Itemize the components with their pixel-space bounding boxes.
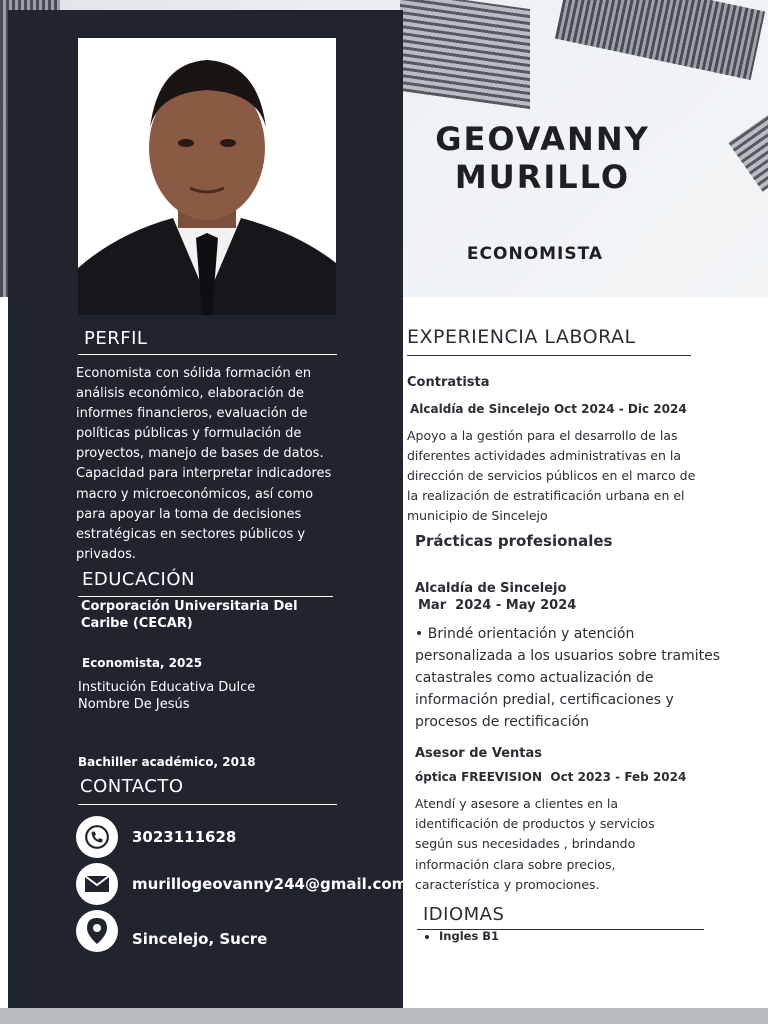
divider: [407, 355, 691, 356]
last-name: MURILLO: [454, 158, 631, 196]
experience-title: EXPERIENCIA LABORAL: [407, 326, 636, 348]
job2-description: • Brindé orientación y atención personalizada a los usuarios sobre tramites catastrales como actualización de información predial, certificaciones y procesos de rectificación: [415, 626, 720, 730]
bottom-bar: [0, 1008, 768, 1024]
mail-icon: [76, 863, 118, 905]
education-title: EDUCACIÓN: [82, 569, 195, 590]
phone-icon: [76, 816, 118, 858]
divider: [78, 354, 337, 355]
languages-list: [407, 929, 499, 943]
job-title: ECONOMISTA: [466, 244, 604, 264]
first-name: GEOVANNY: [435, 120, 650, 158]
education-degree-1: Economista, 2025: [82, 656, 203, 670]
job3-org-dates: óptica FREEVISION Oct 2023 - Feb 2024: [415, 770, 687, 784]
job3-description: Atendí y asesore a clientes en la identificación de productos y servicios según sus necesidades , brindando información clara sobre precios, característica y promociones.: [415, 796, 655, 892]
building-graphic: [555, 0, 765, 80]
name-heading: [405, 120, 680, 196]
email-address[interactable]: murillogeovanny244@gmail.com: [132, 875, 408, 893]
divider: [78, 596, 333, 597]
contact-title: CONTACTO: [80, 776, 184, 797]
phone-number[interactable]: 3023111628: [132, 828, 237, 846]
profile-title: PERFIL: [84, 328, 148, 349]
profile-photo: [78, 38, 336, 315]
education-institution-2: Institución Educativa Dulce Nombre De Jesús: [78, 680, 256, 712]
profile-text: Economista con sólida formación en análisis económico, elaboración de informes financieros, evaluación de políticas públicas y formulación de proyectos, manejo de bases de datos. Capacidad para interpretar indicadores macro y microeconómicos, así como para apoyar la toma de decisiones estratégicas en sectores públicos y privados.: [76, 366, 332, 562]
divider: [78, 804, 337, 805]
practices-title: Prácticas profesionales: [415, 532, 613, 550]
building-graphic: [728, 108, 768, 192]
job1-org-dates: Alcaldía de Sincelejo Oct 2024 - Dic 2024: [410, 402, 687, 416]
building-graphic: [400, 0, 530, 109]
location-pin-icon: [76, 910, 118, 952]
job1-description: Apoyo a la gestión para el desarrollo de las diferentes actividades administrativas en la dirección de servicios públicos en el marco de la realización de estratificación urbana en el municipio de Sincelejo: [407, 428, 696, 523]
job3-role: Asesor de Ventas: [415, 746, 543, 761]
education-degree-2: Bachiller académico, 2018: [78, 755, 256, 769]
location: Sincelejo, Sucre: [132, 930, 268, 948]
education-institution-1: Corporación Universitaria Del Caribe (CECAR): [81, 599, 298, 631]
language-item: • Ingles B1: [439, 929, 499, 943]
job2-dates: Mar 2024 - May 2024: [418, 598, 577, 613]
job1-role: Contratista: [407, 375, 490, 390]
job2-org: Alcaldía de Sincelejo: [415, 581, 567, 596]
languages-title: IDIOMAS: [423, 904, 505, 925]
